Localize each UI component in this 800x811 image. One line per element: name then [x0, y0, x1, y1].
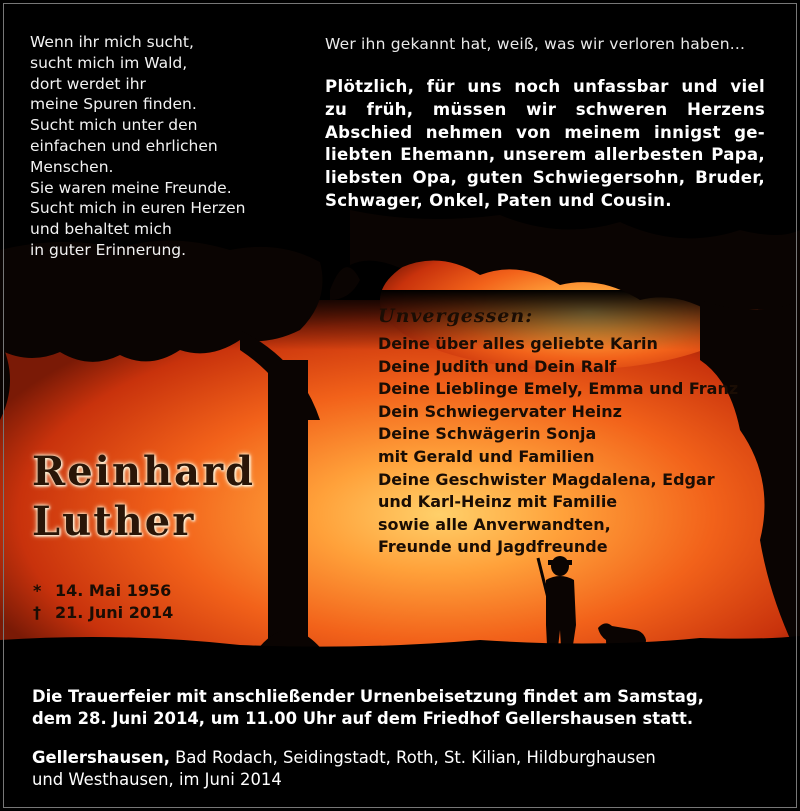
announcement-line: liebten Ehemann, unserem allerbesten Papa, — [325, 145, 765, 165]
mourner-line: sowie alle Anverwandten, — [378, 514, 611, 534]
deceased-name — [32, 447, 255, 547]
announcement-line: Schwager, Onkel, Paten und Cousin. — [325, 190, 672, 210]
life-dates — [33, 580, 173, 624]
announcement-line: liebsten Opa, guten Schwiegersohn, Bruder, — [325, 168, 765, 188]
mourner-line: Deine über alles geliebte Karin — [378, 334, 658, 353]
poem — [30, 32, 280, 261]
poem-line: Menschen. — [30, 157, 114, 176]
home-town: Gellershausen, — [32, 748, 170, 767]
mourner-line: und Karl-Heinz mit Familie — [378, 492, 618, 512]
mourner-line: Dein Schwiegervater Heinz — [378, 401, 622, 421]
service-line: dem 28. Juni 2014, um 11.00 Uhr auf dem Friedhof Gellershausen statt. — [32, 709, 694, 728]
service-line: Die Trauerfeier mit anschließender Urnenbeisetzung findet am Samstag, — [32, 687, 704, 706]
poem-line: dort werdet ihr — [30, 74, 146, 93]
poem-line: und behaltet mich — [30, 220, 172, 239]
mourner-line: Deine Lieblinge Emely, Emma und Franz — [378, 379, 739, 399]
poem-line: Sucht mich in euren Herzen — [30, 199, 246, 218]
poem-line: Wenn ihr mich sucht, — [30, 33, 194, 51]
mourner-line: Deine Geschwister Magdalena, Edgar — [378, 469, 715, 489]
announcement-line: Abschied nehmen von meinem innigst ge- — [325, 122, 765, 142]
places-line — [32, 747, 772, 769]
mourner-line: mit Gerald und Familien — [378, 446, 595, 466]
poem-line: Sucht mich unter den — [30, 116, 198, 135]
first-name: Reinhard — [32, 448, 256, 495]
mourner-line: Deine Schwägerin Sonja — [378, 424, 597, 444]
birth-star-icon: * — [33, 581, 42, 600]
death-date: 21. Juni 2014 — [55, 603, 174, 622]
birth-date: 14. Mai 1956 — [55, 581, 172, 600]
announcement-text — [325, 76, 765, 213]
mourner-line: Deine Judith und Dein Ralf — [378, 356, 617, 376]
poem-line: Sie waren meine Freunde. — [30, 178, 232, 197]
birth-line — [33, 580, 173, 602]
mourners-heading: Unvergessen: — [378, 305, 534, 327]
quote: Wer ihn gekannt hat, weiß, was wir verloren haben... — [325, 35, 746, 53]
announcement-line: zu früh, müssen wir schweren Herzens — [325, 99, 765, 119]
mourners-list — [378, 333, 738, 559]
poem-line: einfachen und ehrlichen — [30, 136, 218, 155]
mourner-line: Freunde und Jagdfreunde — [378, 537, 608, 557]
announcement-line: Plötzlich, für uns noch unfassbar und viel — [325, 77, 765, 96]
poem-line: sucht mich im Wald, — [30, 53, 188, 72]
places-line: und Westhausen, im Juni 2014 — [32, 770, 282, 789]
death-line — [33, 602, 173, 624]
funeral-service-info — [32, 686, 770, 730]
place-and-date — [32, 747, 772, 791]
poem-line: in guter Erinnerung. — [30, 240, 187, 259]
last-name: Luther — [32, 498, 196, 545]
death-cross-icon: † — [33, 603, 41, 622]
poem-line: meine Spuren finden. — [30, 95, 197, 114]
other-places: Bad Rodach, Seidingstadt, Roth, St. Kilian, Hildburghausen — [169, 748, 656, 767]
